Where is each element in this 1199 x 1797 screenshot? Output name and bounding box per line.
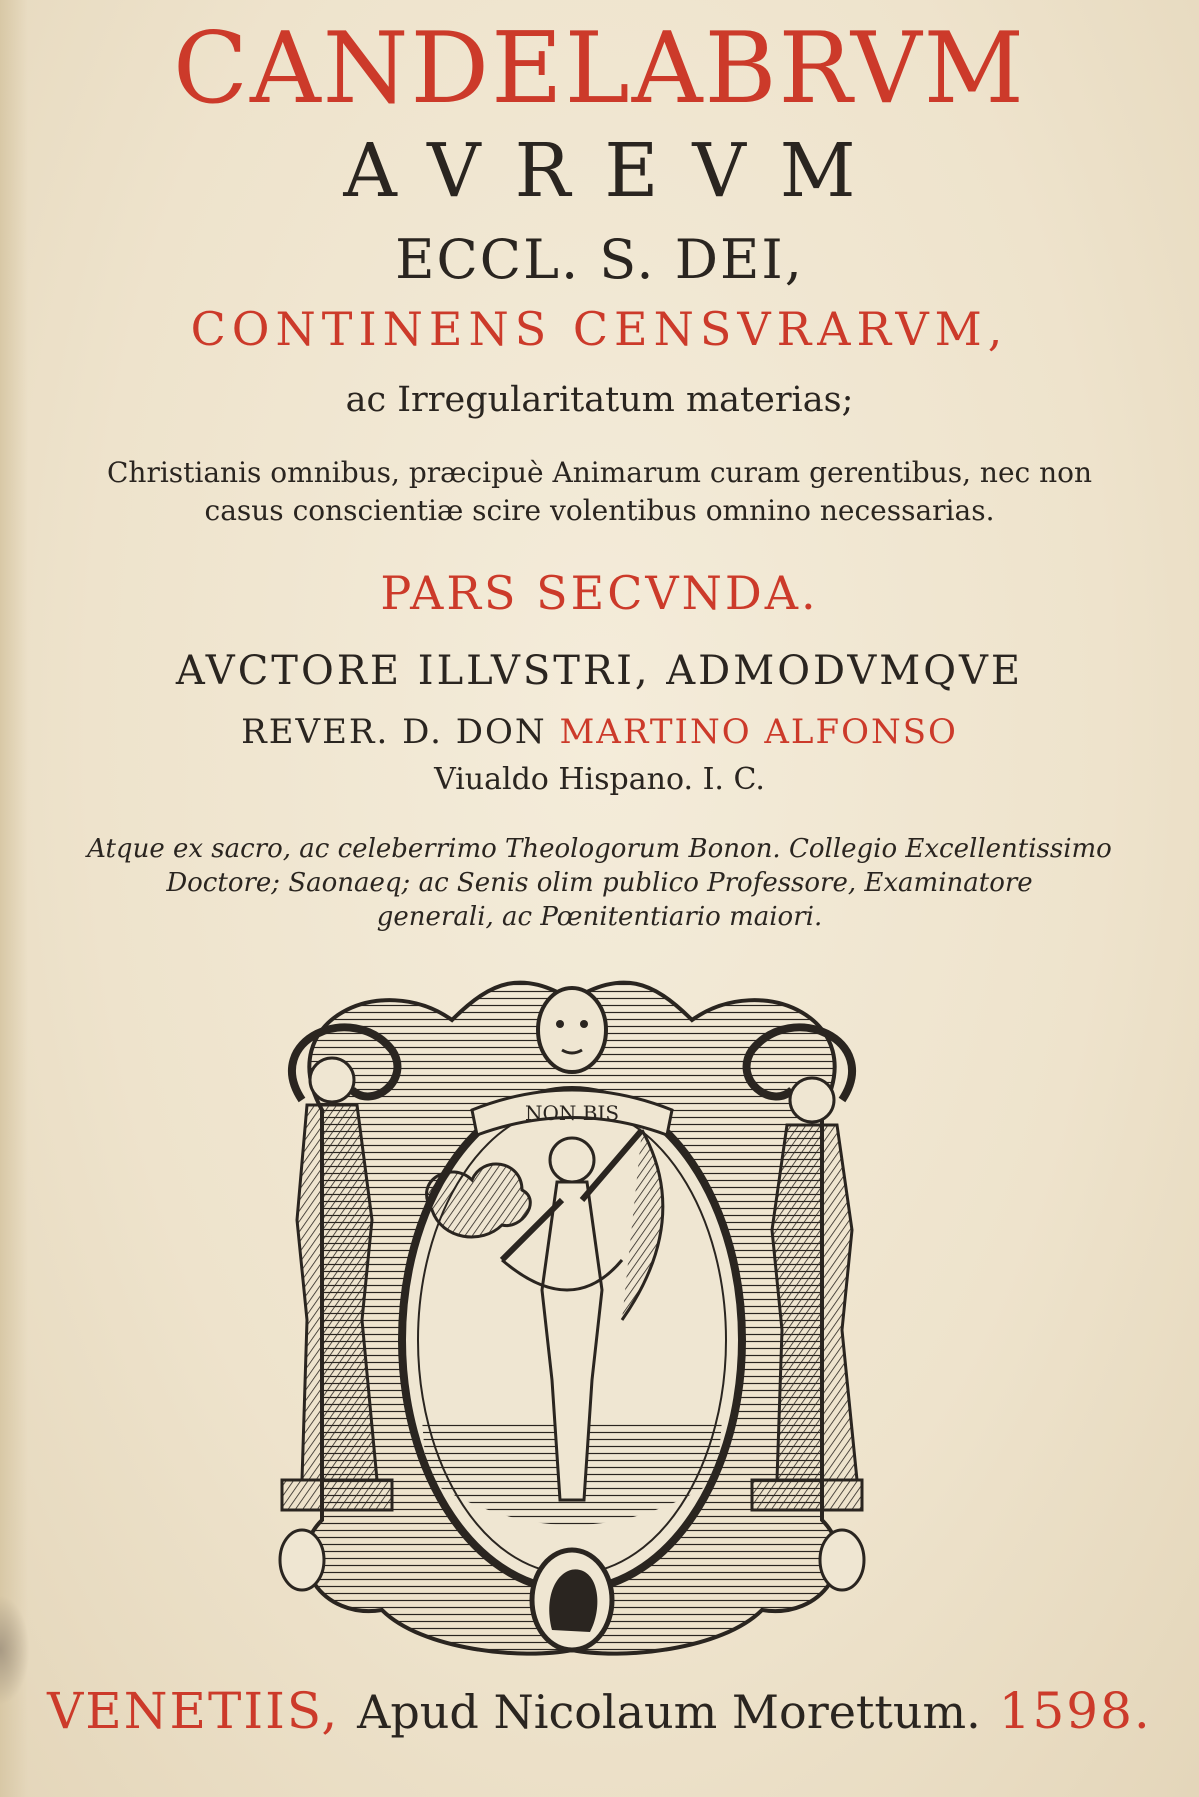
left-figure-body — [297, 1105, 377, 1480]
right-figure-head — [790, 1078, 834, 1122]
author-line-viualdo: Viualdo Hispano. I. C. — [434, 762, 765, 797]
subtitle-line-christianis: Christianis omnibus, præcipuè Animarum curam gerentibus, nec non — [106, 456, 1093, 489]
credential-line-1: Atque ex sacro, ac celeberrimo Theologorum Bonon. Collegio Excellentissimo — [87, 834, 1112, 864]
subtitle-line-casus: casus conscientiæ scire volentibus omnino necessarias. — [204, 494, 995, 527]
left-pedestal — [282, 1480, 392, 1510]
right-figure-body — [772, 1125, 857, 1480]
part-label: PARS SECVNDA. — [380, 566, 819, 620]
imprint-line — [0, 1682, 1199, 1740]
imprint-printer: Apud Nicolaum Morettum. — [357, 1685, 981, 1739]
author-line-name — [0, 712, 1199, 752]
printers-device-woodcut-icon — [262, 960, 882, 1660]
imprint-year: 1598. — [998, 1682, 1152, 1740]
author-name: MARTINO ALFONSO — [559, 712, 958, 752]
right-side-mask — [820, 1530, 864, 1590]
title-line-candelabrum: CANDELABRVM — [173, 12, 1026, 126]
top-mask — [538, 988, 606, 1072]
central-figure-head — [550, 1138, 594, 1182]
title-line-continens: CONTINENS CENSVRARVM, — [190, 302, 1009, 356]
right-pedestal — [752, 1480, 862, 1510]
credential-line-2: Doctore; Saonaeq; ac Senis olim publico Professore, Examinatore — [166, 868, 1033, 898]
author-line-auctore: AVCTORE ILLVSTRI, ADMODVMQVE — [175, 648, 1024, 694]
motto-text: NON BIS — [524, 1101, 620, 1125]
imprint-place: VENETIIS, — [47, 1682, 340, 1740]
title-line-irregularitatum: ac Irregularitatum materias; — [345, 380, 854, 420]
left-side-mask — [280, 1530, 324, 1590]
author-honorific: REVER. D. DON — [241, 712, 560, 752]
title-line-eccl: ECCL. S. DEI, — [395, 228, 804, 291]
left-figure-head — [310, 1058, 354, 1102]
title-line-aureum: AVREVM — [343, 128, 890, 214]
credential-line-3: generali, ac Pœnitentiario maiori. — [376, 902, 823, 932]
